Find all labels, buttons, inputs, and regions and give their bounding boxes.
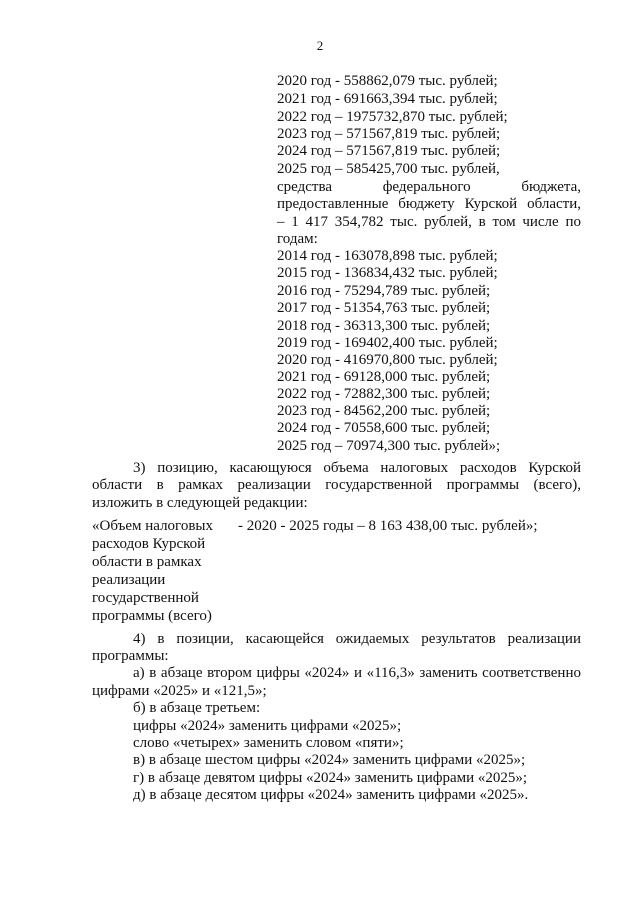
federal-intro-line-4: годам: [277,231,318,247]
item4-v-line: в) в абзаце шестом цифры «2024» заменить цифрами «2025»; [133,752,526,768]
item4-b-sub-2: слово «четырех» заменить словом «пяти»; [133,735,404,751]
federal-intro-line-1: средства федерального бюджета, [277,179,581,195]
item4-b-line: б) в абзаце третьем: [133,700,261,716]
item4-b-sub-1: цифры «2024» заменить цифрами «2025»; [133,718,402,734]
budget-line-2023: 2023 год – 571567,819 тыс. рублей; [277,126,501,142]
federal-line-2020: 2020 год - 416970,800 тыс. рублей; [277,352,498,368]
tax-label-line: программы (всего) [92,608,212,624]
budget-line-2025: 2025 год – 585425,700 тыс. рублей, [277,161,500,177]
page-number: 2 [316,38,324,53]
item4-g-line: г) в абзаце девятом цифры «2024» заменить цифрами «2025»; [133,770,528,786]
federal-line-2021: 2021 год - 69128,000 тыс. рублей; [277,369,491,385]
budget-line-2022: 2022 год – 1975732,870 тыс. рублей; [277,109,508,125]
item3-line-3: изложить в следующей редакции: [92,495,308,511]
federal-line-2022: 2022 год - 72882,300 тыс. рублей; [277,386,491,402]
budget-line-2020: 2020 год - 558862,079 тыс. рублей; [277,73,498,89]
federal-line-2023: 2023 год - 84562,200 тыс. рублей; [277,403,491,419]
federal-line-2016: 2016 год - 75294,789 тыс. рублей; [277,283,491,299]
federal-line-2014: 2014 год - 163078,898 тыс. рублей; [277,248,498,264]
federal-line-2024: 2024 год - 70558,600 тыс. рублей; [277,420,491,436]
budget-line-2024: 2024 год – 571567,819 тыс. рублей; [277,143,501,159]
item4-a-line-1: а) в абзаце втором цифры «2024» и «116,3» заменить соответственно [133,665,581,681]
federal-line-2017: 2017 год - 51354,763 тыс. рублей; [277,300,491,316]
federal-line-2015: 2015 год - 136834,432 тыс. рублей; [277,265,498,281]
tax-label-line: реализации [92,572,166,588]
item4-d-line: д) в абзаце десятом цифры «2024» заменить цифрами «2025». [133,787,529,803]
federal-intro-line-2: предоставленные бюджету Курской области, [277,196,581,212]
federal-intro-line-3: – 1 417 354,782 тыс. рублей, в том числе по [277,214,581,230]
item4-line-1: 4) в позиции, касающейся ожидаемых результатов реализации [133,631,581,647]
item3-line-1: 3) позицию, касающуюся объема налоговых расходов Курской [133,460,581,476]
federal-line-2019: 2019 год - 169402,400 тыс. рублей; [277,335,498,351]
item4-a-line-2: цифрами «2025» и «121,5»; [92,683,267,699]
tax-label-line: государственной [92,590,199,606]
item4-line-2: программы: [92,648,169,664]
tax-label-line: расходов Курской [92,536,206,552]
budget-line-2021: 2021 год - 691663,394 тыс. рублей; [277,91,498,107]
federal-line-2018: 2018 год - 36313,300 тыс. рублей; [277,318,491,334]
tax-label-line: области в рамках [92,554,202,570]
tax-expenses-label [92,517,232,625]
federal-line-2025: 2025 год – 70974,300 тыс. рублей»; [277,438,501,454]
item3-line-2: области в рамках реализации государственной программы (всего), [92,477,581,493]
tax-label-line: «Объем налоговых [92,518,213,534]
tax-expenses-value: - 2020 - 2025 годы – 8 163 438,00 тыс. рублей»; [238,518,538,534]
